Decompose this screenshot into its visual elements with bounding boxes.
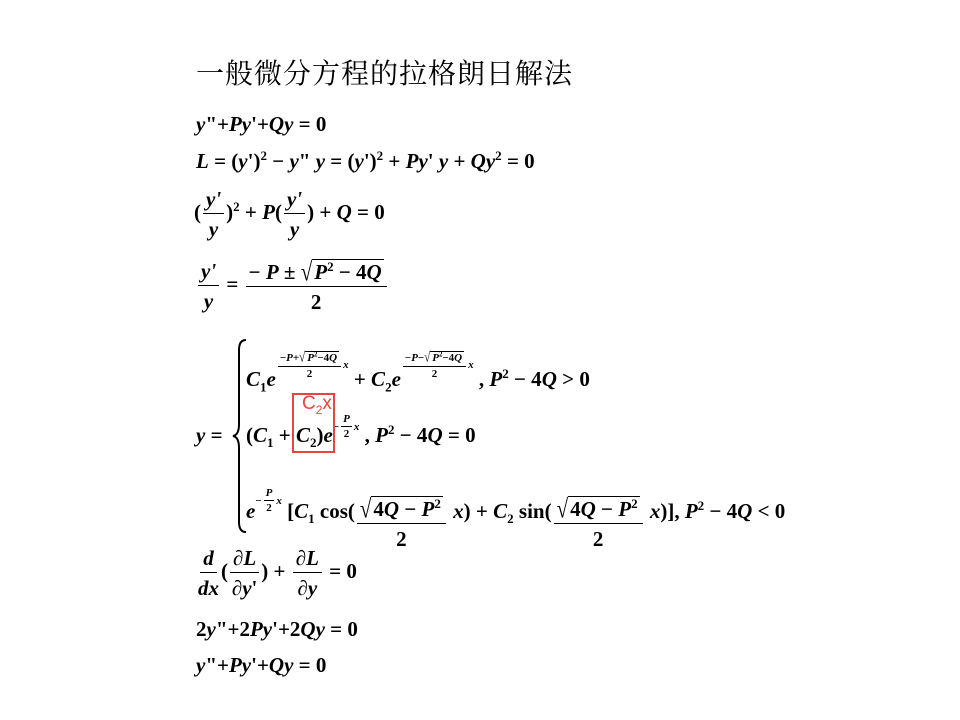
- result-equation: y"+Py'+Qy = 0: [196, 653, 327, 677]
- slide-title: 一般微分方程的拉格朗日解法: [196, 57, 574, 90]
- solution-case-distinct-roots: $C_1e$ $^{\frac{-P+√ P^2-4Q}{2} x} + C_2e$ $^{\frac{-P-√ P^2-4Q}{2} x}$ , $P^2 - 4Q > 0$: [246, 350, 590, 395]
- solution-case-complex-roots: $e^{- \frac{P}{2} x}$ [$C_1$ cos( $\frac{√4Q - P^2}{2}$ $x) + C_2$ sin( $\frac{√4Q - P^2}{2}$ x)], $P^2 - 4Q < 0$: [246, 486, 786, 552]
- lagrangian-equation: $L = (y')^2 - y$" $y = (y')^2 + Py'$ $y + Qy^2 = 0$: [196, 148, 535, 173]
- general-solution-label: y =: [196, 423, 223, 447]
- annotation-text: $C_2x$: [302, 393, 332, 417]
- solution-case-repeated-root: $(C_1 + C_2)e^{- \frac{P}{2} x}$ , $P^2 - 4Q = 0$: [246, 412, 476, 451]
- differential-equation: y"+Py'+Qy = 0: [196, 112, 327, 136]
- doubled-result-equation: 2y"+2Py'+2Qy = 0: [196, 617, 358, 641]
- ratio-quadratic-equation: ( $\frac{y'}{y}$ )$^2$ + P( $\frac{y'}{y}$ ) + Q = 0: [194, 187, 385, 242]
- ratio-solution-equation: $\frac{y'}{y}$ = $\frac{- P \pm √P^2 - 4Q}{2}$: [196, 259, 389, 313]
- euler-lagrange-equation: $\frac{d}{dx}$ ( $\frac{\partial L}{\partial y'}$ ) + $\frac{\partial L}{\partial y}$ = 0: [198, 546, 357, 601]
